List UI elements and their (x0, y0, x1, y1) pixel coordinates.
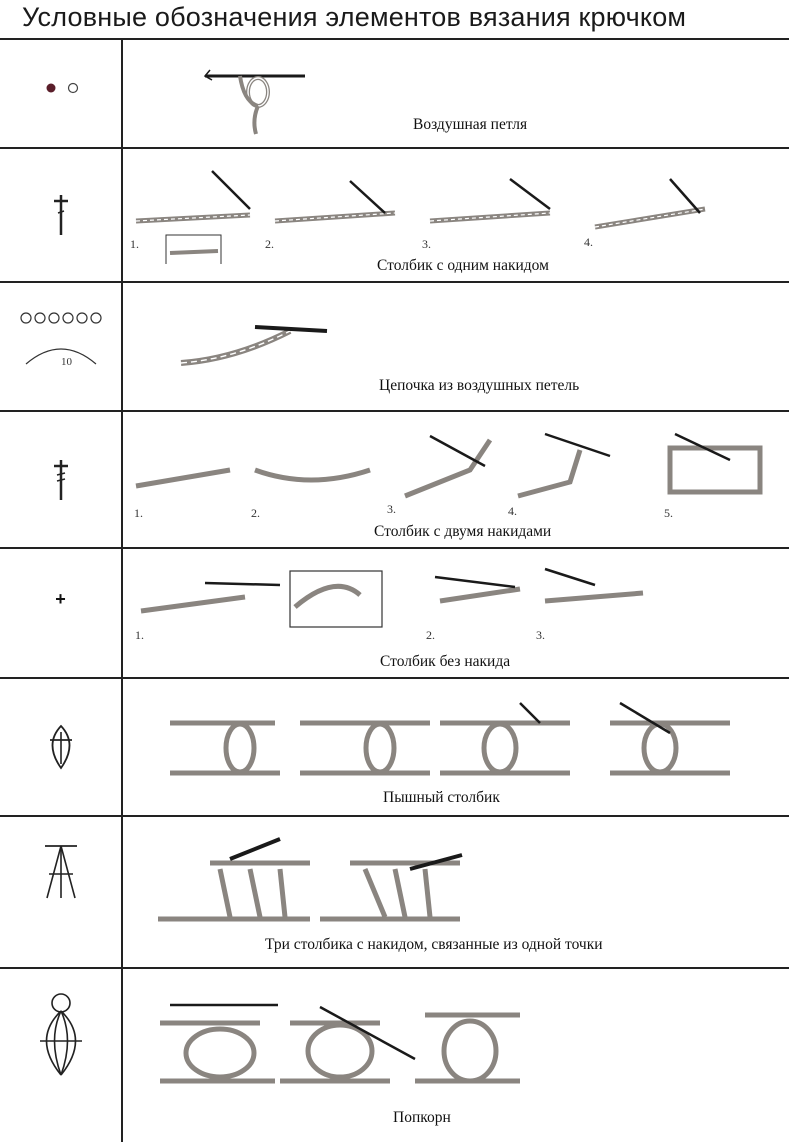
step-number: 1. (130, 237, 139, 251)
chain-stitch-illustration-icon (200, 62, 320, 142)
chain-stitch-symbol (0, 40, 121, 135)
cluster-symbol-icon (41, 842, 81, 902)
step-number: 2. (265, 237, 274, 251)
puff-stitch-symbol (0, 679, 121, 815)
step-number: 2. (251, 506, 260, 520)
caption: Пышный столбик (383, 789, 500, 806)
row-cluster (0, 817, 789, 967)
treble-crochet-symbol-icon (51, 456, 71, 504)
row-puff-stitch (0, 679, 789, 815)
single-crochet-symbol: + (55, 588, 66, 609)
dot-symbol-icon (31, 78, 91, 98)
treble-crochet-steps-illustration-icon (130, 430, 770, 510)
row-double-crochet (0, 149, 789, 281)
puff-stitch-illustration-icon (140, 693, 740, 783)
row-treble-crochet (0, 412, 789, 547)
puff-symbol-icon (46, 722, 76, 772)
step-number: 1. (135, 628, 144, 642)
caption: Столбик с двумя накидами (374, 523, 552, 540)
caption: Три столбика с накидом, связанные из одной точки (265, 936, 603, 953)
cluster-symbol (0, 817, 121, 927)
step-number: 4. (584, 235, 593, 249)
step-number: 3. (387, 502, 396, 516)
chain-count-label: 10 (61, 356, 72, 368)
double-crochet-steps-illustration-icon (130, 169, 750, 264)
step-number: 1. (134, 506, 143, 520)
chain-illustration-icon (175, 311, 335, 371)
double-crochet-symbol-icon (51, 191, 71, 239)
step-number: 3. (536, 628, 545, 642)
row-chain-of-stitches (0, 283, 789, 410)
row-chain-stitch (0, 40, 789, 147)
row-single-crochet (0, 549, 789, 677)
page-title: Условные обозначения элементов вязания крючком (22, 2, 687, 32)
double-crochet-symbol (0, 149, 121, 281)
treble-crochet-symbol (0, 412, 121, 547)
step-number: 5. (664, 506, 673, 520)
popcorn-symbol (0, 969, 121, 1099)
caption: Столбик без накида (380, 653, 511, 670)
step-number: 4. (508, 504, 517, 518)
step-number: 2. (426, 628, 435, 642)
caption: Воздушная петля (413, 116, 528, 133)
popcorn-symbol-icon (36, 989, 86, 1079)
single-crochet-steps-illustration-icon (135, 563, 655, 633)
cluster-illustration-icon (150, 829, 490, 929)
popcorn-illustration-icon (150, 993, 530, 1093)
caption: Цепочка из воздушных петель (379, 377, 580, 394)
caption: Столбик с одним накидом (377, 257, 549, 274)
step-number: 3. (422, 237, 431, 251)
caption: Попкорн (393, 1109, 451, 1126)
row-popcorn (0, 969, 789, 1142)
